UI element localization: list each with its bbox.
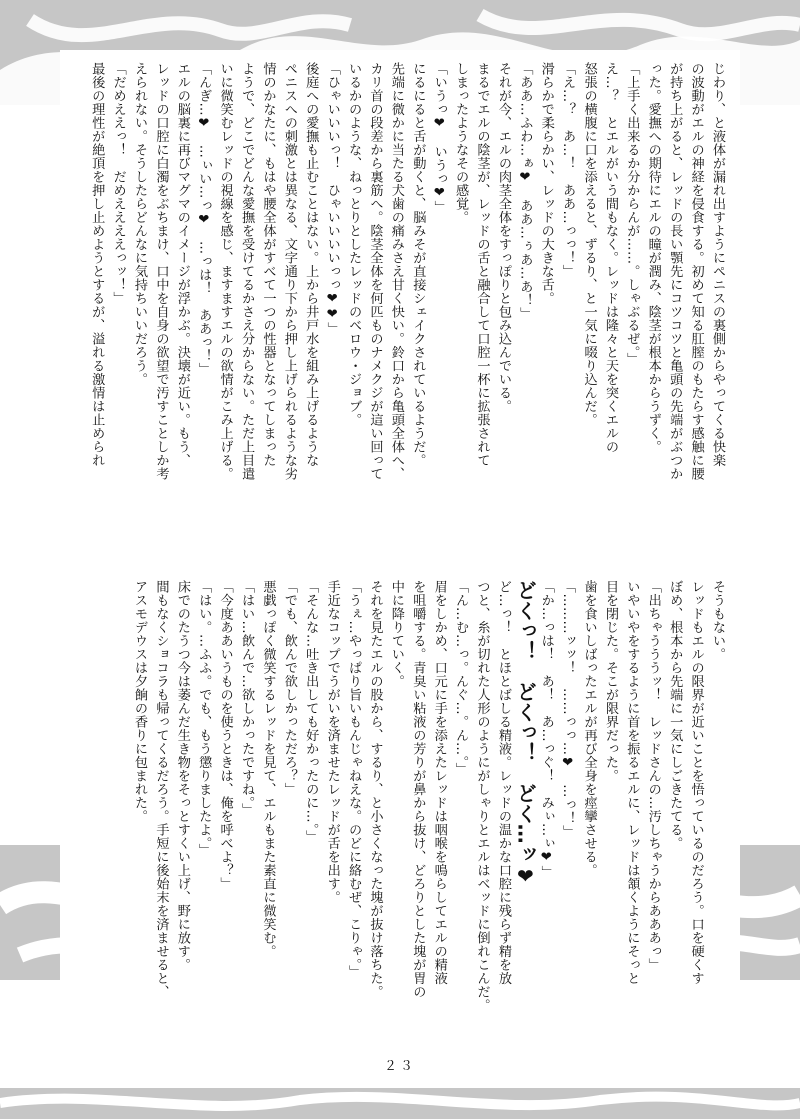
text-line: ぼめ、根本から先端に一気にしごきたてる。: [667, 580, 683, 850]
text-line: 「んぎ…❤ …ぃい…っ❤ …っは！ ああっ！」: [196, 62, 212, 377]
text-line: 「今度ああいうものを使うときは、俺を呼べよ？」: [217, 580, 233, 891]
text-line: えられない。そうしたらどんなに気持ちいいだろう。: [132, 62, 148, 386]
swirl-ornament-icon: [0, 1088, 800, 1119]
text-line: エルの脳裏に再びマグマのイメージが浮かぶ。決壊が近い。もう、: [174, 62, 190, 467]
text-line: ペニスへの刺激とは異なる、文字通り下から押し上げられるような劣: [281, 62, 297, 481]
text-line: 「か…っは！ あ！ あ…っぐ！ みぃ…ぃ❤」: [538, 580, 554, 879]
text-line: 「え…？ あ…！ ああ…っっ！」: [560, 62, 576, 278]
decorative-band-bottom: [0, 1088, 800, 1119]
text-line: レッドの口腔に白濁をぶちまけ、口中を自身の欲望で汚すことしか考: [153, 62, 169, 481]
text-line: どくっ！ どくっ！ どく…ッ❤: [513, 580, 538, 889]
text-line: え…？ とエルがいう間もなく。レッドは隆々と天を突くエルの: [602, 62, 618, 454]
text-line: の波動がエルの神経を侵食する。初めて知る肛膣のもたらす感触に腰: [688, 62, 704, 481]
text-line: 「………ッッ！ ……っっ…❤ …っ！」: [560, 580, 576, 839]
text-line: それが今、エルの肉茎全体をすっぽりと包み込んでいる。: [495, 62, 511, 413]
body-text-top: [86, 62, 728, 552]
text-line: 「出ちゃうううッ！ レッドさんの…汚しちゃうからあああっ」: [645, 580, 661, 972]
text-line: そうもない。: [710, 580, 725, 661]
text-line: が持ち上がると、レッドの長い顎先にコツコツと亀頭の先端がぶつか: [667, 62, 683, 481]
text-line: 「はい。…ふふ。でも、もう懲りましたよ。」: [196, 580, 212, 857]
text-line: 手近なコップでうがいを済ませたレッドが舌を出す。: [324, 580, 340, 904]
text-line: 「ん…む…っ。んぐ…。ん…。」: [453, 580, 469, 776]
text-line: 悪戯っぽく微笑するレッドを見て、エルもまた素直に微笑む。: [260, 580, 276, 958]
text-line: 怒張の横腹に口を添えると、ずるり、と一気に啜り込んだ。: [581, 62, 597, 427]
text-line: いるかのような、ねっとりとしたレッドのベロウ・ジョブ。: [346, 62, 362, 427]
text-line: 「ああ…ふわ…ぁ❤ ああ…ぅあ…あ！」: [517, 62, 533, 321]
text-line: つと、糸が切れた人形のようにがしゃりとエルはベッドに倒れこんだ。: [474, 580, 490, 1012]
text-line: いに微笑むレッドの視線を感じ、ますますエルの欲情がこみ上げる。: [217, 62, 233, 481]
body-text-bottom: [129, 580, 728, 1080]
text-line: それを見たエルの股から、するり、と小さくなった塊が抜け落ちた。: [367, 580, 383, 999]
text-line: 「上手く出来るか分からんが……。しゃぶるぜ。」: [624, 62, 640, 366]
text-line: 後庭への愛撫も止むことはない。上から井戸水を組み上げるような: [303, 62, 319, 467]
text-line: 「でも、飲んで欲しかっただろ？」: [281, 580, 297, 796]
text-line: を咀嚼する。青臭い粘液の芳りが鼻から抜け、どろりとした塊が胃の: [410, 580, 426, 999]
text-line: 「うぇ…やっぱり旨いもんじゃねえな。のどに絡むぜ、こりゃ。」: [346, 580, 362, 979]
text-line: にるにると舌が動くと、脳みそが直接シェイクされているようだ。: [410, 62, 426, 467]
text-line: 「だめええっ！ だめええええっッ！」: [110, 62, 126, 305]
text-line: 「いうっ❤ いうっ❤」: [431, 62, 447, 215]
text-line: 滑らかで柔らかい、レッドの大きな舌。: [538, 62, 554, 305]
text-line: 先端に微かに当たる犬歯の痛みさえ甘く快い。鈴口から亀頭全体へ、: [388, 62, 404, 481]
text-line: いやいやをするように首を振るエルに、レッドは頷くようにそっと: [624, 580, 640, 985]
text-line: じわり、と液体が漏れ出すようにペニスの裏側からやってくる快楽: [710, 62, 725, 467]
text-line: 眉をしかめ、口元に手を添えたレッドは咽喉を鳴らしてエルの精液: [431, 580, 447, 985]
text-line: まるでエルの陰茎が、レッドの舌と融合して口腔一杯に拡張されて: [474, 62, 490, 467]
text-line: 情のかなたに、もはや腰全体がすべて一つの性器となってしまった: [260, 62, 276, 467]
text-line: レッドもエルの限界が近いことを悟っているのだろう。口を硬くす: [688, 580, 704, 985]
page-number: ２３: [383, 1059, 416, 1074]
text-line: アスモデウスは夕餉の香りに包まれた。: [132, 580, 148, 823]
text-line: カリ首の段差から裏筋へ。陰茎全体を何匹ものナメクジが這い回って: [367, 62, 383, 481]
text-line: った。愛撫への期待にエルの瞳が潤み、陰茎が根本からうずく。: [645, 62, 661, 454]
text-line: 中に降りていく。: [388, 580, 404, 688]
text-line: しまったようなその感覚。: [453, 62, 469, 224]
text-line: ようで、どこでどんな愛撫を受けてるかさえ分からない。ただ上目遣: [239, 62, 255, 481]
text-line: 目を閉じた。そこが限界だった。: [602, 580, 618, 783]
text-line: ど…っ！ とほとばしる精液。レッドの温かな口腔に残らず精を放: [495, 580, 511, 985]
text-line: 最後の理性が絶頂を押し止めようとするが、溢れる激情は止められ: [89, 62, 105, 467]
text-line: 「そんな…吐き出しても好かったのに…。」: [303, 580, 319, 844]
text-line: 床でのたうつ今は萎んだ生き物をそっとすくい上げ、野に放す。: [174, 580, 190, 972]
text-line: 歯を食いしばったエルが再び全身を痙攣させる。: [581, 580, 597, 877]
text-line: 「ひゃいいいっ！ ひゃいいいいっっ❤❤」: [324, 62, 340, 336]
text-line: 「はい…飲んで…欲しかったですね。」: [239, 580, 255, 817]
text-line: 間もなくショコラも帰ってくるだろう。手短に後始末を済ませると、: [153, 580, 169, 999]
